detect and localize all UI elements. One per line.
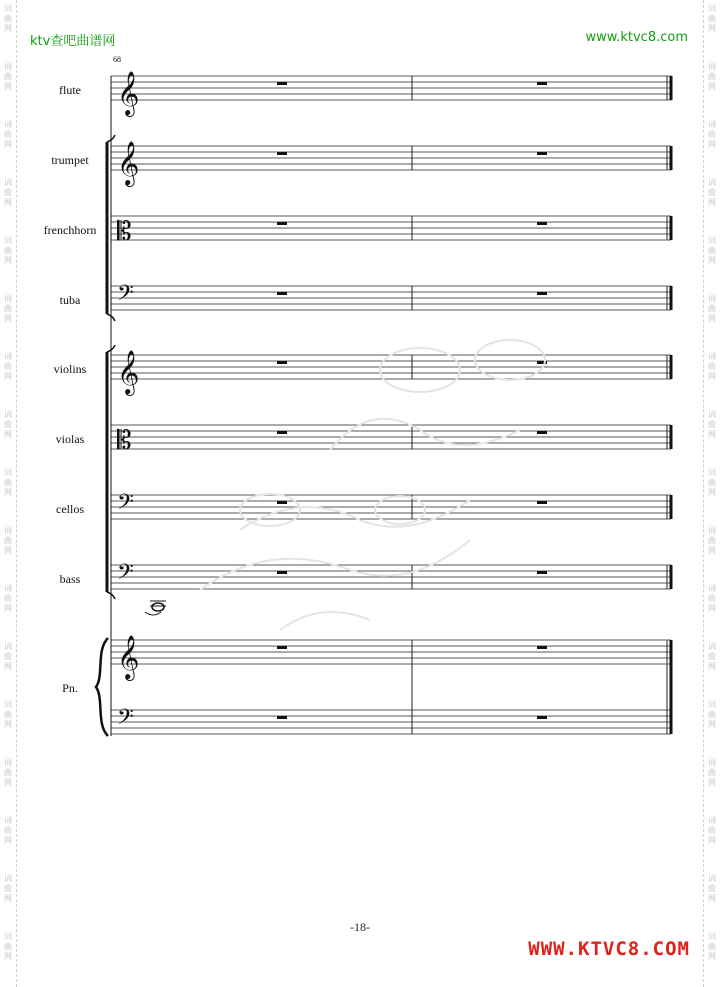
side-strip-text: 词 曲 网 — [708, 410, 716, 439]
side-strip-text: 词 曲 网 — [708, 352, 716, 381]
side-strip-text: 词 曲 网 — [708, 468, 716, 497]
whole-rest-icon — [277, 431, 287, 434]
side-strip-text: 词 曲 网 — [708, 700, 716, 729]
whole-rest-icon — [277, 152, 287, 155]
bass-tie-note — [145, 601, 166, 615]
whole-rest-icon — [277, 716, 287, 719]
side-strip-text: 词 曲 网 — [708, 236, 716, 265]
whole-rest-icon — [537, 82, 547, 85]
side-strip-text: 词 曲 网 — [4, 642, 12, 671]
instrument-label-cellos: cellos — [56, 502, 84, 516]
side-strip-text: 词 曲 网 — [708, 178, 716, 207]
treble-clef-icon: 𝄞 — [117, 141, 140, 185]
instrument-label-tuba: tuba — [59, 293, 81, 307]
whole-rest-icon — [277, 82, 287, 85]
side-strip-text: 词 曲 网 — [4, 120, 12, 149]
measure-number: 68 — [113, 55, 121, 64]
side-strip-text: 词 曲 网 — [4, 236, 12, 265]
instrument-label-violas: violas — [55, 432, 85, 446]
instrument-label-piano: Pn. — [62, 681, 78, 695]
side-strip-text: 词 曲 网 — [4, 700, 12, 729]
side-strip-text: 词 曲 网 — [708, 932, 716, 961]
whole-rest-icon — [277, 571, 287, 574]
site-title[interactable]: ktv查吧曲谱网 — [30, 34, 116, 49]
treble-clef-icon: 𝄞 — [117, 71, 140, 115]
bass-clef-icon: 𝄢 — [117, 705, 134, 735]
side-strip-text: 词 曲 网 — [708, 294, 716, 323]
side-strip-text: 词 曲 网 — [708, 758, 716, 787]
whole-rest-icon — [537, 501, 547, 504]
instrument-label-violins: violins — [53, 362, 87, 376]
alto-clef-icon: 𝄡 — [117, 426, 132, 456]
side-strip-text: 词 曲 网 — [4, 410, 12, 439]
whole-rest-icon — [277, 646, 287, 649]
side-strip-text: 词 曲 网 — [708, 526, 716, 555]
side-strip-text: 词 曲 网 — [708, 816, 716, 845]
whole-rest-icon — [537, 222, 547, 225]
piano-brace — [96, 638, 108, 736]
site-url[interactable]: www.ktvc8.com — [585, 30, 688, 45]
whole-rest-icon — [537, 646, 547, 649]
whole-rest-icon — [537, 716, 547, 719]
instrument-label-frenchhorn: frenchhorn — [43, 223, 97, 237]
side-strip-text: 词 曲 网 — [708, 642, 716, 671]
instrument-label-trumpet: trumpet — [51, 153, 89, 167]
side-strip-text: 词 曲 网 — [4, 584, 12, 613]
whole-rest-icon — [537, 431, 547, 434]
instrument-label-flute: flute — [59, 83, 81, 97]
side-strip-text: 词 曲 网 — [708, 62, 716, 91]
side-strip-text: 词 曲 网 — [4, 294, 12, 323]
side-strip-text: 词 曲 网 — [4, 468, 12, 497]
side-strip-text: 词 曲 网 — [4, 352, 12, 381]
side-strip-text: 词 曲 网 — [708, 874, 716, 903]
whole-rest-icon — [277, 501, 287, 504]
side-strip-text: 词 曲 网 — [4, 4, 12, 33]
whole-rest-icon — [537, 571, 547, 574]
bass-clef-icon: 𝄢 — [117, 560, 134, 590]
side-strip-text: 词 曲 网 — [708, 120, 716, 149]
whole-rest-icon — [277, 222, 287, 225]
side-strip-text: 词 曲 网 — [4, 62, 12, 91]
side-strip-text: 词 曲 网 — [4, 178, 12, 207]
bass-clef-icon: 𝄢 — [117, 490, 134, 520]
side-strip-text: 词 曲 网 — [708, 4, 716, 33]
whole-rest-icon — [537, 361, 547, 364]
staff-group — [111, 71, 671, 735]
whole-rest-icon — [277, 292, 287, 295]
side-strip-text: 词 曲 网 — [4, 932, 12, 961]
footer-brand-logo[interactable]: WWW.KTVC8.COM — [528, 938, 690, 960]
side-strip-text: 词 曲 网 — [4, 874, 12, 903]
instrument-label-bass: bass — [59, 572, 81, 586]
bass-clef-icon: 𝄢 — [117, 281, 134, 311]
side-strip-text: 词 曲 网 — [4, 816, 12, 845]
side-strip-text: 词 曲 网 — [708, 584, 716, 613]
whole-rest-icon — [537, 152, 547, 155]
alto-clef-icon: 𝄡 — [117, 217, 132, 247]
treble-clef-icon: 𝄞 — [117, 635, 140, 679]
whole-rest-icon — [537, 292, 547, 295]
whole-rest-icon — [277, 361, 287, 364]
side-strip-text: 词 曲 网 — [4, 526, 12, 555]
side-strip-text: 词 曲 网 — [4, 758, 12, 787]
page-number: -18- — [350, 920, 370, 934]
treble-clef-icon: 𝄞 — [117, 350, 140, 394]
